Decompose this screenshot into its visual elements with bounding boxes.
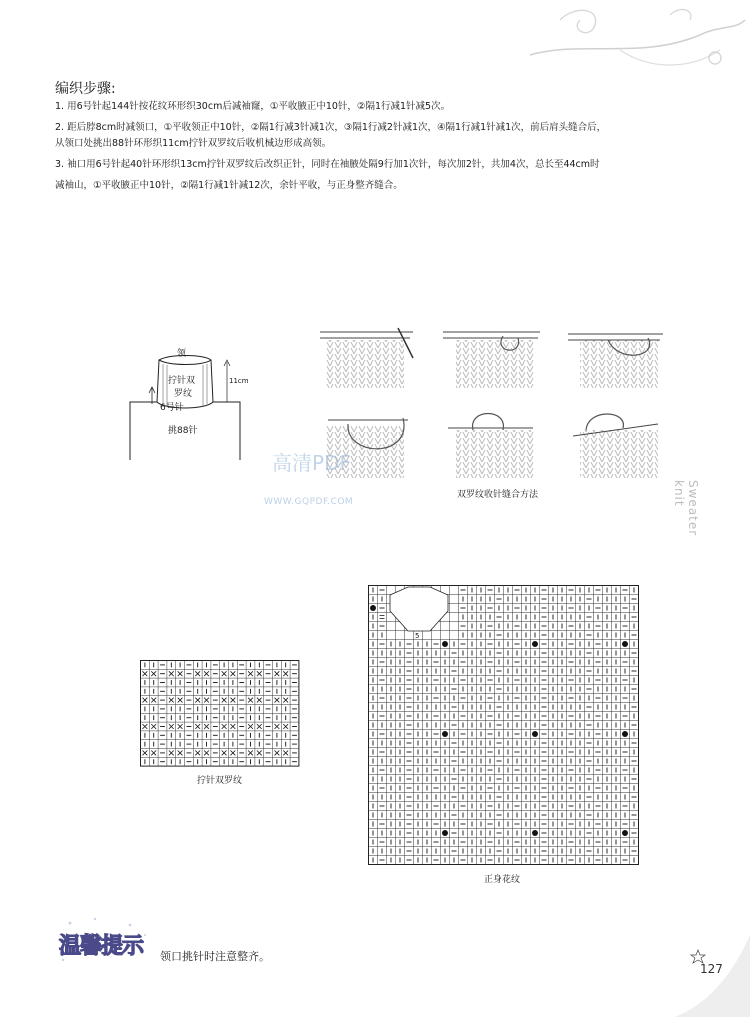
large-chart-symbol	[442, 731, 448, 737]
small-chart-symbol	[275, 724, 280, 729]
small-chart-symbol	[151, 698, 156, 703]
small-chart-symbol	[151, 671, 156, 676]
needle-size-label: 6号针	[160, 403, 184, 413]
large-chart-symbol	[532, 830, 538, 836]
small-chart-symbol	[275, 671, 280, 676]
small-chart-symbol	[231, 671, 236, 676]
small-chart-symbol	[283, 751, 288, 756]
small-chart-symbol	[248, 751, 253, 756]
small-chart-symbol	[204, 724, 209, 729]
small-chart-symbol	[169, 751, 174, 756]
small-chart-symbol	[151, 724, 156, 729]
section-title: 编织步骤:	[55, 81, 116, 97]
small-chart-symbol	[169, 724, 174, 729]
small-chart-symbol	[195, 751, 200, 756]
tip-logo-text: 温馨提示	[59, 934, 144, 959]
large-chart-symbol	[532, 731, 538, 737]
small-chart-symbol	[257, 671, 262, 676]
small-chart-symbol	[169, 671, 174, 676]
tip-logo	[55, 915, 155, 970]
sewing-step-2	[443, 332, 540, 388]
small-chart-symbol	[204, 698, 209, 703]
small-chart-symbol	[178, 724, 183, 729]
small-chart-symbol	[178, 751, 183, 756]
large-chart-symbol	[622, 830, 628, 836]
header-flourish-decoration	[520, 0, 750, 80]
large-chart-mark: 5	[415, 632, 420, 640]
sewing-step-3	[568, 334, 663, 388]
small-chart-symbol	[178, 698, 183, 703]
sewing-method-caption: 双罗纹收针缝合方法	[457, 490, 539, 500]
small-chart-symbol	[204, 751, 209, 756]
small-chart-symbol	[178, 671, 183, 676]
small-chart-symbol	[257, 751, 262, 756]
small-chart-symbol	[248, 724, 253, 729]
small-chart-symbol	[143, 724, 148, 729]
small-chart-symbol	[248, 698, 253, 703]
small-chart-symbol	[169, 698, 174, 703]
collar-label: 领	[177, 349, 187, 359]
large-chart-symbol	[370, 605, 376, 611]
sewing-method-illustrations	[318, 318, 670, 488]
page-corner-decoration	[675, 935, 750, 1017]
small-chart-symbol	[275, 698, 280, 703]
small-chart-caption: 拧针双罗纹	[197, 776, 243, 786]
small-chart-symbol	[257, 724, 262, 729]
small-chart-symbol	[195, 698, 200, 703]
large-chart-symbol	[622, 731, 628, 737]
step-2-continued: 从领口处挑出88针环形织11cm拧针双罗纹后收机械边形成高领。	[55, 138, 332, 149]
small-chart-symbol	[195, 671, 200, 676]
small-chart-symbol	[222, 698, 227, 703]
watermark-text: 高清PDF	[272, 451, 351, 475]
collar-height-label: 11cm	[229, 377, 249, 385]
large-chart-symbol	[532, 641, 538, 647]
small-chart-symbol	[275, 751, 280, 756]
small-chart-symbol	[222, 724, 227, 729]
small-chart-symbol	[283, 724, 288, 729]
sewing-step-1	[320, 328, 413, 388]
large-chart-symbol	[380, 616, 385, 619]
step-1: 1. 用6号针起144针按花纹环形织30cm后减袖窿，①平收腋正中10针，②隔1行减1针减5次。	[55, 101, 451, 112]
step-2: 2. 距后脖8cm时减领口，①平收领正中10针，②隔1行减3针减1次，③隔1行减2针减1次，④隔1行减1针减1次，前后肩头缝合后，	[55, 122, 607, 133]
small-chart	[140, 660, 302, 767]
small-chart-symbol	[283, 671, 288, 676]
collar-pattern-line1: 拧针双	[168, 376, 196, 386]
large-chart-symbol	[442, 830, 448, 836]
collar-pattern-line2: 罗纹	[174, 389, 193, 399]
large-chart-motif-outline	[390, 587, 448, 631]
small-chart-symbol	[231, 724, 236, 729]
small-chart-symbol	[222, 671, 227, 676]
small-chart-symbol	[231, 698, 236, 703]
small-chart-symbol	[204, 671, 209, 676]
pickup-stitches-label: 挑88针	[168, 426, 198, 436]
small-chart-symbol	[283, 698, 288, 703]
small-chart-symbol	[143, 751, 148, 756]
step-3-continued: 减袖山，①平收腋正中10针，②隔1行减1针减12次，余针平收，与正身整齐缝合。	[55, 180, 403, 191]
small-chart-symbol	[222, 751, 227, 756]
large-chart	[368, 585, 640, 871]
step-3: 3. 袖口用6号针起40针环形织13cm拧针双罗纹后改织正针，同时在袖腋处隔9行加1次针，每次加2针，共加4次，总长至44cm时	[55, 159, 600, 170]
small-chart-symbol	[151, 751, 156, 756]
large-chart-symbol	[622, 641, 628, 647]
sewing-step-5	[448, 414, 534, 479]
small-chart-symbol	[143, 671, 148, 676]
large-chart-symbol	[442, 641, 448, 647]
small-chart-symbol	[248, 671, 253, 676]
watermark-url: WWW.GQPDF.COM	[264, 497, 354, 507]
side-text: Sweater knit	[672, 480, 700, 537]
sewing-step-6	[573, 414, 658, 478]
small-chart-symbol	[195, 724, 200, 729]
small-chart-symbol	[143, 698, 148, 703]
page-number: 127	[700, 962, 723, 976]
small-chart-symbol	[257, 698, 262, 703]
tip-text: 领口挑针时注意整齐。	[160, 950, 270, 963]
small-chart-symbol	[231, 751, 236, 756]
large-chart-caption: 正身花纹	[484, 875, 521, 885]
